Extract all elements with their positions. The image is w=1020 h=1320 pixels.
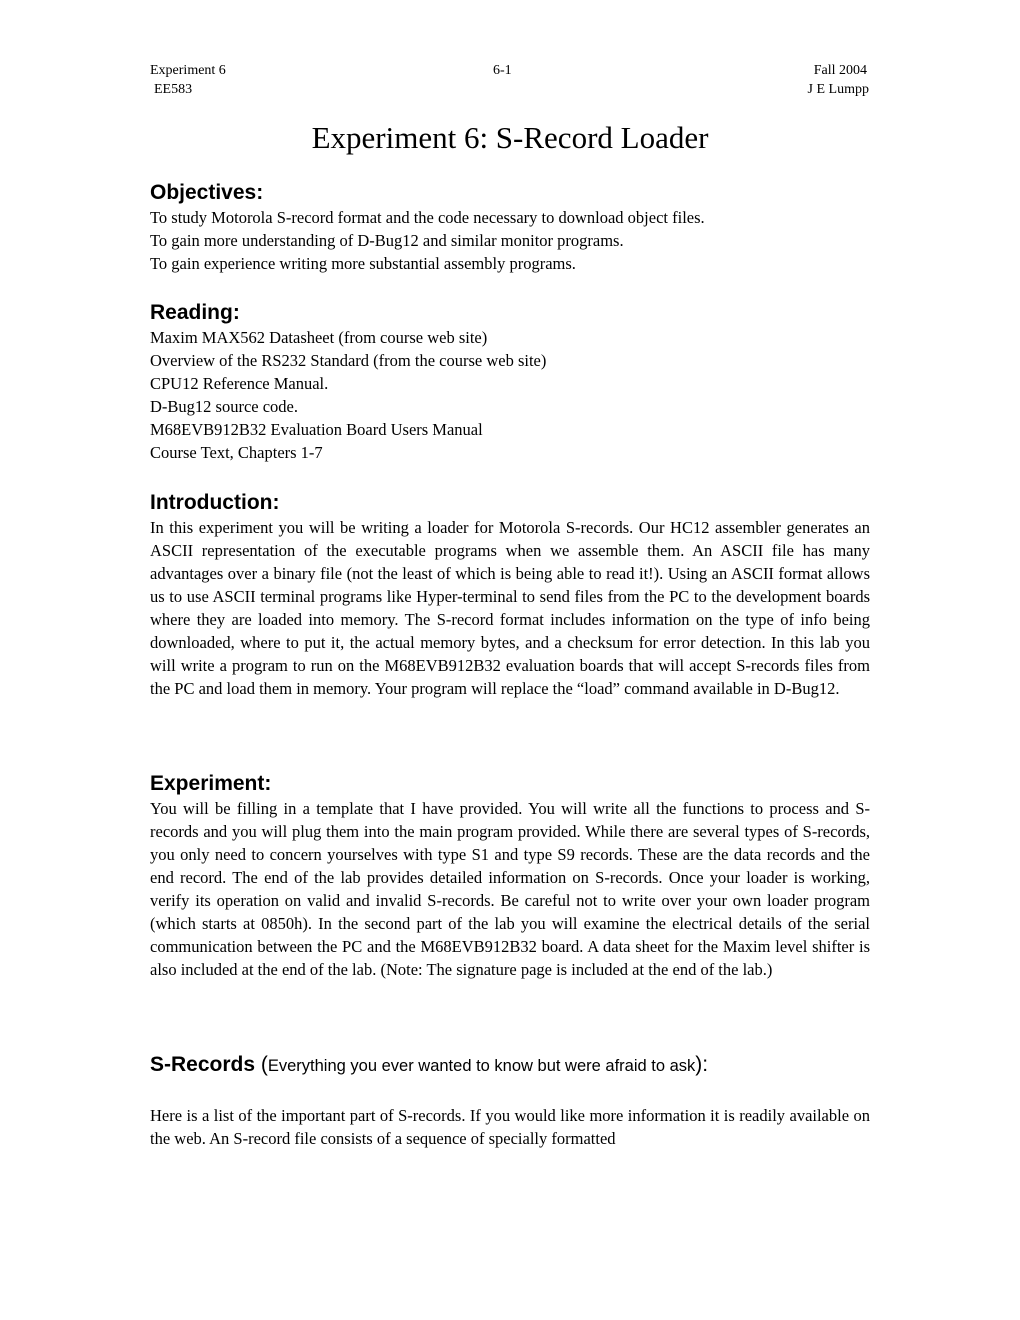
- srecords-heading: [150, 1052, 870, 1079]
- reading-item: M68EVB912B32 Evaluation Board Users Manual: [150, 420, 483, 439]
- reading-item: Course Text, Chapters 1-7: [150, 443, 323, 462]
- srecords-heading-title: S-Records: [150, 1053, 256, 1076]
- reading-item: CPU12 Reference Manual.: [150, 374, 329, 393]
- objective-item: To study Motorola S-record format and the code necessary to download object files.: [150, 208, 705, 227]
- header-course: EE583: [154, 82, 193, 97]
- srecords-paragraph: Here is a list of the important part of S-records. If you would like more information it is readily available on the web. An S-record file consists of a sequence of specially formatted: [150, 1106, 870, 1148]
- header-term: Fall 2004: [813, 63, 867, 78]
- objective-item: To gain more understanding of D-Bug12 and similar monitor programs.: [150, 231, 624, 250]
- reading-item: D-Bug12 source code.: [150, 397, 299, 416]
- objectives-heading: Objectives:: [150, 181, 264, 204]
- srecords-close-paren: ):: [695, 1053, 709, 1076]
- header-page-number: 6-1: [493, 63, 512, 78]
- experiment-paragraph: You will be filling in a template that I have provided. You will write all the functions to process and S-records and you will plug them into the main program provided. While there are several types of S-records, you only need to concern yourselves with type S1 and type S9 records. These are the data records and the end record. The end of the lab provides detailed information on S-records. Once your loader is working, verify its operation on valid and invalid S-records. Be careful not to write over your own loader program (which starts at 0850h). In the second part of the lab you will examine the electrical details of the serial communication between the PC and the M68EVB912B32 board. A data sheet for the Maxim level shifter is also included at the end of the lab. (Note: The signature page is included at the end of the lab.): [150, 799, 870, 979]
- srecords-open-paren: (: [260, 1053, 268, 1076]
- reading-section: [150, 300, 870, 464]
- reading-item: Maxim MAX562 Datasheet (from course web site): [150, 328, 488, 347]
- introduction-heading: Introduction:: [150, 491, 280, 514]
- objectives-section: [150, 180, 870, 275]
- introduction-paragraph: In this experiment you will be writing a loader for Motorola S-records. Our HC12 assembler generates an ASCII representation of the executable programs when we assemble them. An ASCII file has many advantages over a binary file (not the least of which is being able to read it!). Using an ASCII format allows us to use ASCII terminal programs like Hyper-terminal to send files from the PC to the development boards where they are loaded into memory. The S-record format includes information on the type of info being downloaded, where to put it, the actual memory bytes, and a checksum for error detection. In this lab you will write a program to run on the M68EVB912B32 evaluation boards that will accept S-records files from the PC and load them in memory. Your program will replace the “load” command available in D-Bug12.: [150, 518, 870, 698]
- srecords-section: [150, 1052, 870, 1150]
- reading-heading: Reading:: [150, 301, 240, 324]
- document-title: Experiment 6: S-Record Loader: [311, 120, 709, 155]
- header-author: J E Lumpp: [807, 82, 869, 97]
- experiment-heading: Experiment:: [150, 772, 272, 795]
- header-experiment: Experiment 6: [150, 63, 226, 78]
- introduction-section: [150, 490, 870, 700]
- reading-item: Overview of the RS232 Standard (from the course web site): [150, 351, 547, 370]
- srecords-subheading: Everything you ever wanted to know but were afraid to ask: [267, 1057, 696, 1075]
- objective-item: To gain experience writing more substantial assembly programs.: [150, 254, 576, 273]
- experiment-section: [150, 771, 870, 981]
